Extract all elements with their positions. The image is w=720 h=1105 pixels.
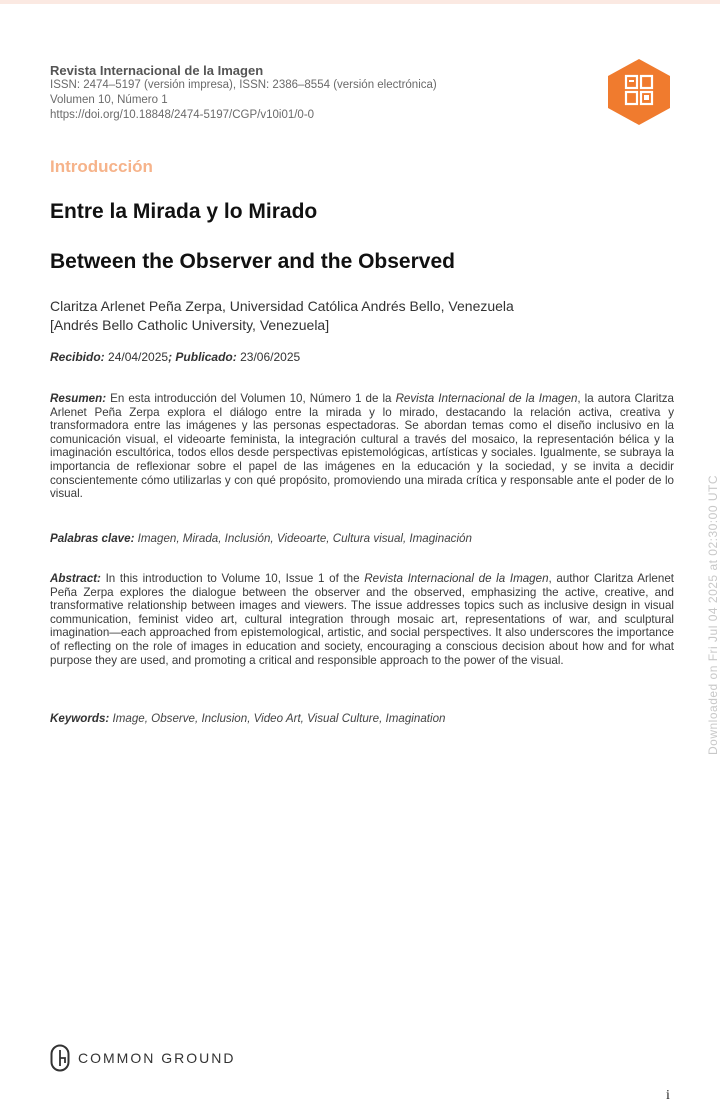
journal-name: Revista Internacional de la Imagen (50, 63, 264, 78)
author-affiliation-translation: [Andrés Bello Catholic University, Venezuela] (50, 317, 330, 333)
published-label: Publicado: (175, 350, 237, 364)
article-title-es: Entre la Mirada y lo Mirado (50, 200, 318, 223)
abstract-label: Abstract: (50, 572, 101, 585)
resumen-journal-title: Revista Internacional de la Imagen (395, 392, 578, 405)
resumen-label: Resumen: (50, 392, 107, 405)
journal-header (50, 63, 590, 123)
resumen-text-b: , la autora Claritza Arlenet Peña Zerpa explora el diálogo entre la mirada y lo mirado, destacando la relación activa, creativa y transformadora entre las imágenes y las personas espectadoras. Se abordan temas como el diseño inclusivo en la comunicación visual, el videoarte feminista, la integración cultural a través del mosaico, la representación bélica y la imaginación escultórica, todos ellos desde perspectivas epistemológicas, artísticas y sociales. Igualmente, se subraya la importancia de reflexionar sobre el papel de las imágenes en la educación y la sociedad, y se invita a decidir conscientemente cómo utilizarlas y con qué propósito, promoviendo una mirada crítica y responsable ante el poder de lo visual. (50, 392, 674, 501)
received-date: 24/04/2025 (108, 350, 169, 364)
published-date: 23/06/2025 (240, 350, 301, 364)
article-title-en: Between the Observer and the Observed (50, 250, 455, 273)
received-label: Recibido: (50, 350, 105, 364)
common-ground-logo-icon (50, 1044, 70, 1072)
resumen-text-a: En esta introducción del Volumen 10, Número 1 de la (110, 392, 392, 405)
watermark-text: Downloaded on Fri Jul 04 2025 at 02:30:00 UTC (706, 475, 720, 755)
download-watermark (706, 465, 720, 755)
resumen-paragraph (50, 392, 674, 501)
abstract-text-b: , author Claritza Arlenet Peña Zerpa explores the dialogue between the observer and the observed, emphasizing the active, creative, and transformative relationship between images and viewers. The issue addresses topics such as inclusive design in visual communication, feminist video art, cultural integration through mosaic art, representations of war, and sculptural imagination—each approached from epistemological, artistic, and social perspectives. It also underscores the importance of reflecting on the role of images in education and society, encouraging a conscious decision about how and for what purpose they are used, and promoting a critical and responsible approach to the power of the visual. (50, 572, 674, 667)
abstract-journal-title: Revista Internacional de la Imagen (364, 572, 549, 585)
doi-link[interactable]: https://doi.org/10.18848/2474-5197/CGP/v10i01/0-0 (50, 109, 315, 121)
hexagon-grid-icon (606, 58, 672, 126)
abstract-paragraph (50, 572, 674, 667)
abstract-text-a: In this introduction to Volume 10, Issue 1 of the (105, 572, 360, 585)
dates-line: Recibido: 24/04/2025; Publicado: 23/06/2025 (50, 350, 301, 364)
keywords-es (50, 532, 472, 545)
author-block (50, 297, 650, 335)
keywords-en (50, 712, 445, 725)
keywords-en-label: Keywords: (50, 712, 110, 725)
publisher-logo (50, 1044, 235, 1072)
top-rule (0, 0, 720, 4)
keywords-en-text: Image, Observe, Inclusion, Video Art, Visual Culture, Imagination (112, 712, 446, 725)
issn-line: ISSN: 2474–5197 (versión impresa), ISSN: 2386–8554 (versión electrónica) (50, 79, 437, 91)
volume-line: Volumen 10, Número 1 (50, 94, 168, 106)
page-number: i (666, 1088, 670, 1103)
author-affiliation: Claritza Arlenet Peña Zerpa, Universidad Católica Andrés Bello, Venezuela (50, 298, 514, 314)
publisher-name: COMMON GROUND (78, 1050, 236, 1066)
keywords-es-label: Palabras clave: (50, 532, 135, 545)
section-heading: Introducción (50, 157, 153, 176)
keywords-es-text: Imagen, Mirada, Inclusión, Videoarte, Cultura visual, Imaginación (137, 532, 472, 545)
